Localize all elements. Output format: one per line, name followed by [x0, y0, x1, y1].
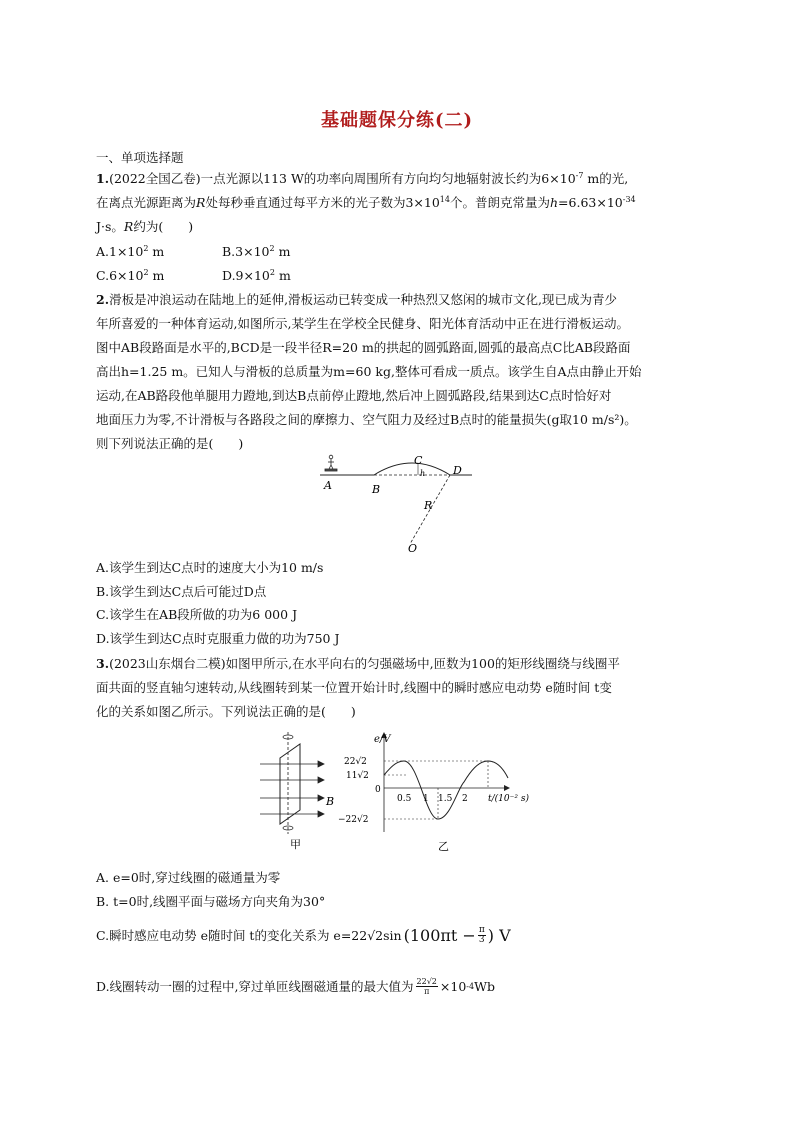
q2-option-c: C.该学生在AB段所做的功为6 000 J: [96, 607, 298, 622]
q1-option-c: $C.6\times 10^2$ m: [96, 267, 165, 283]
x-tick-0-5: 0.5: [397, 794, 412, 804]
q3-emf-graph: [338, 732, 538, 854]
q1-option-a: $A.1\times 10^2$ m: [96, 243, 165, 259]
section-heading: 一、单项选择题: [96, 150, 184, 165]
q1-number: 1.: [96, 171, 110, 186]
q1-options-row1: [96, 243, 291, 260]
skater-icon: [325, 455, 337, 471]
x-axis-label: t/(10⁻² s): [488, 794, 529, 804]
q1-line3: J·s。R约为( ): [96, 219, 194, 234]
q3-d-fraction: $\frac{22√2}{\pi}$: [416, 977, 437, 996]
q2-option-a: A.该学生到达C点时的速度大小为10 m/s: [96, 560, 324, 575]
field-arrows: [260, 761, 324, 817]
label-c: C: [414, 454, 423, 467]
q2-line7: 则下列说法正确的是( ): [96, 436, 244, 451]
q1-options-row2: [96, 267, 291, 284]
q2-line4: 高出h=1.25 m。已知人与滑板的总质量为m=60 kg,整体可看成一质点。该学生自A点由静止开始: [96, 364, 642, 379]
q2-option-d: D.该学生到达C点时克服重力做的功为750 J: [96, 631, 340, 646]
label-a: A: [324, 479, 332, 492]
q1-option-d: $D.9\times 10^2$ m: [222, 267, 291, 283]
q3-option-a: A. e=0时,穿过线圈的磁通量为零: [96, 870, 281, 885]
caption-yi: 乙: [438, 840, 449, 853]
q3-line2: 面共面的竖直轴匀速转动,从线圈转到某一位置开始计时,线圈中的瞬时感应电动势 e随时间 t变: [96, 680, 612, 695]
page-title: 基础题保分练(二): [320, 110, 474, 131]
q2-line6: 地面压力为零,不计滑板与各路段之间的摩擦力、空气阻力及经过B点时的能量损失(g取10 m/s²)。: [96, 412, 637, 427]
label-o: O: [408, 542, 418, 555]
y-tick-22: 22√2: [344, 757, 367, 767]
q3-option-d: D.线圈转动一圈的过程中,穿过单匝线圈磁通量的最大值为 $\frac{22√2}{\pi}$ ×10 -4 Wb: [96, 977, 495, 996]
label-b: B: [372, 483, 381, 496]
coil-frame: [280, 744, 300, 824]
q2-line2: 年所喜爱的一种体育运动,如图所示,某学生在学校全民健身、阳光体育活动中正在进行滑板运动。: [96, 316, 629, 331]
x-tick-1: 1: [423, 794, 429, 804]
arc-road: [374, 463, 450, 475]
q3-line1: 3.(2023山东烟台二模)如图甲所示,在水平向右的匀强磁场中,匝数为100的矩形线圈绕与线圈平: [96, 656, 620, 671]
q2-line5: 运动,在AB路段他单腿用力蹬地,到达B点前停止蹬地,然后冲上圆弧路段,结果到达C点时恰好对: [96, 388, 612, 403]
q1-line1: 1.(2022全国乙卷)一点光源以113 W的功率向周围所有方向均匀地辐射波长约为$6\times 10^{-7}$ m的光,: [96, 170, 629, 186]
q2-skateboard-figure: [310, 452, 490, 556]
q1-option-b: $B.3\times 10^2$ m: [222, 243, 291, 259]
q2-line3: 图中AB段路面是水平的,BCD是一段半径R=20 m的拱起的圆弧路面,圆弧的最高点C比AB段路面: [96, 340, 631, 355]
q3-coil-figure: [258, 728, 338, 852]
q2-line1: 2.滑板是冲浪运动在陆地上的延伸,滑板运动已转变成一种热烈又悠闲的城市文化,现已成为青少: [96, 292, 618, 307]
x-tick-1-5: 1.5: [438, 794, 453, 804]
y-tick-11: 11√2: [346, 771, 369, 781]
label-h: h: [420, 469, 426, 478]
q3-line3: 化的关系如图乙所示。下列说法正确的是( ): [96, 704, 356, 719]
q1-line2: 在离点光源距离为R处每秒垂直通过每平方米的光子数为$3\times 10^{14}$个。普朗克常量为$h=6.63\times 10^{-34}$: [96, 194, 636, 210]
x-tick-2: 2: [462, 794, 468, 804]
caption-jia: 甲: [290, 838, 301, 851]
label-b-field: B: [326, 795, 335, 808]
q3-c-fraction: $\frac{\pi}{3}$: [478, 925, 485, 945]
label-r: R: [424, 499, 433, 512]
label-d: D: [453, 464, 462, 477]
q2-number: 2.: [96, 292, 110, 307]
y-axis-label: e/V: [374, 734, 391, 745]
y-tick-0: 0: [375, 785, 381, 795]
q2-option-b: B.该学生到达C点后可能过D点: [96, 584, 267, 599]
emf-curve: [384, 761, 508, 819]
q3-option-b: B. t=0时,线圈平面与磁场方向夹角为30°: [96, 894, 326, 909]
y-tick-neg22: −22√2: [338, 815, 369, 825]
q3-option-c: C.瞬时感应电动势 e随时间 t的变化关系为 e=22√2sin (100πt − $\frac{\pi}{3}$ ) V: [96, 925, 511, 945]
q3-number: 3.: [96, 656, 110, 671]
